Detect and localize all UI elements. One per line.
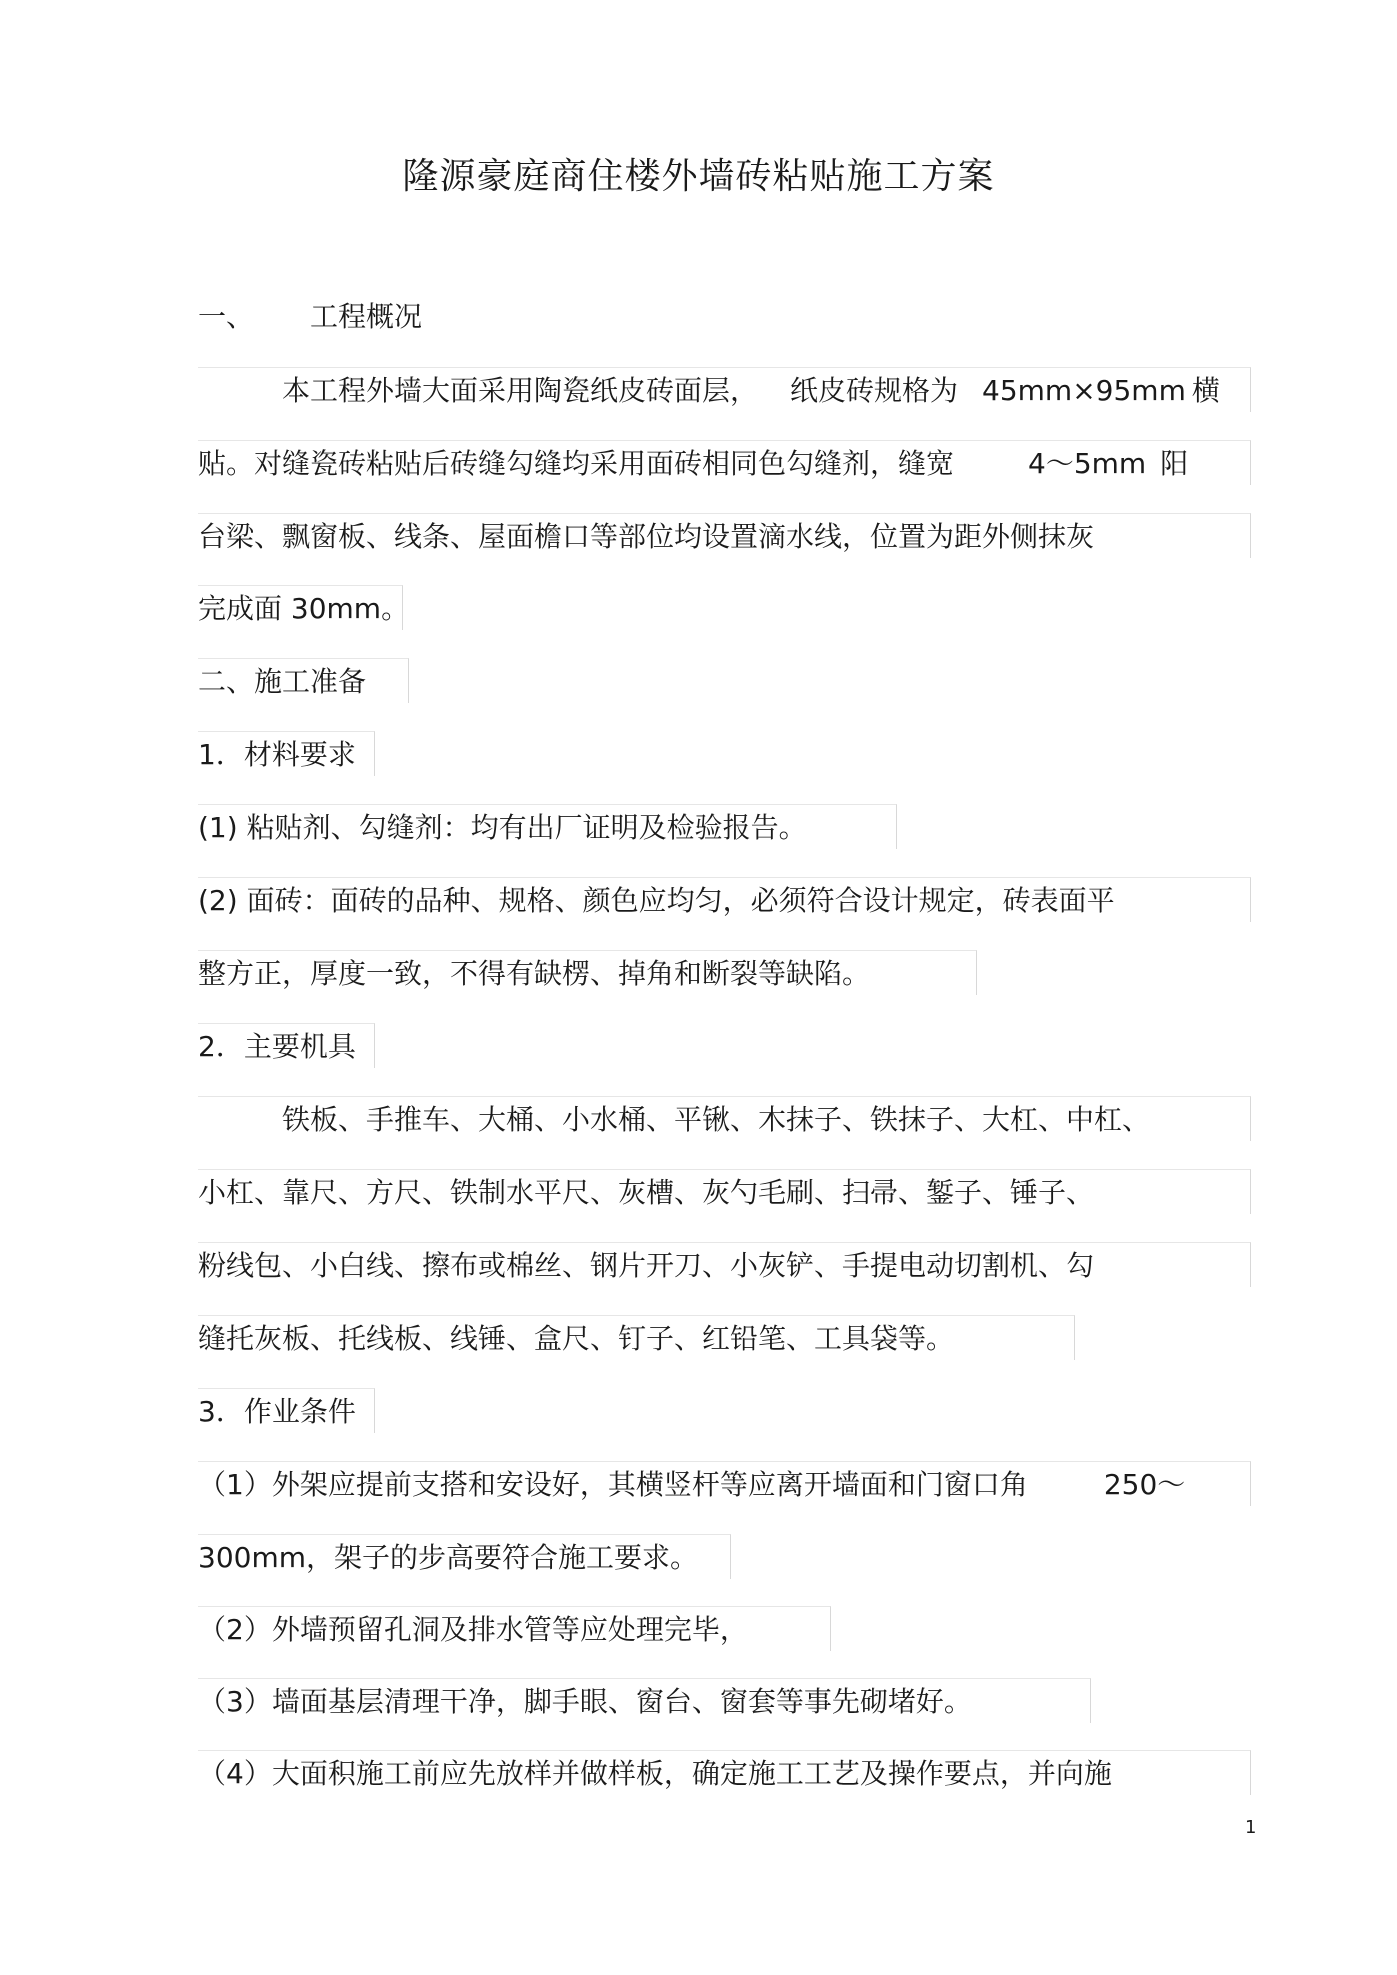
para1-line-3: 台梁、飘窗板、线条、屋面檐口等部位均设置滴水线，位置为距外侧抹灰 — [198, 520, 1095, 553]
page-number: 1 — [1245, 1817, 1257, 1838]
section-1-title: 工程概况 — [310, 300, 423, 333]
tools-line-4: 缝托灰板、托线板、线锤、盒尺、钉子、红铅笔、工具袋等。 — [198, 1322, 955, 1355]
conditions-text: （1）外架应提前支搭和安设好，其横竖杆等应离开墙面和门窗口角 — [198, 1468, 1028, 1501]
conditions-item-3: （3）墙面基层清理干净，脚手眼、窗台、窗套等事先砌堵好。 — [198, 1685, 972, 1718]
tools-line-2: 小杠、靠尺、方尺、铁制水平尺、灰槽、灰勺毛刷、扫帚、錾子、锤子、 — [198, 1176, 1095, 1209]
materials-item-2-line-2: 整方正，厚度一致，不得有缺楞、掉角和断裂等缺陷。 — [198, 957, 871, 990]
para1-text: 纸皮砖规格为 — [790, 374, 959, 407]
para1-text: 阳 — [1160, 447, 1189, 480]
conditions-heading: 3．作业条件 — [198, 1395, 356, 1428]
document-title: 隆源豪庭商住楼外墙砖粘贴施工方案 — [402, 156, 995, 197]
para1-text: 横 — [1191, 374, 1220, 407]
materials-heading: 1．材料要求 — [198, 738, 356, 771]
para1-text: 贴。对缝瓷砖粘贴后砖缝勾缝均采用面砖相同色勾缝剂，缝宽 — [198, 447, 955, 480]
tools-line-1: 铁板、手推车、大桶、小水桶、平锹、木抹子、铁抹子、大杠、中杠、 — [282, 1103, 1151, 1136]
clearance-range: 250～ — [1103, 1468, 1186, 1501]
materials-item-1: (1) 粘贴剂、勾缝剂：均有出厂证明及检验报告。 — [198, 811, 807, 844]
conditions-item-2: （2）外墙预留孔洞及排水管等应处理完毕， — [198, 1613, 748, 1646]
section-2-heading: 二、施工准备 — [198, 665, 367, 698]
tools-heading: 2．主要机具 — [198, 1030, 356, 1063]
para1-line-2 — [198, 444, 1188, 484]
tile-size: 45mm×95mm — [982, 374, 1186, 407]
para1-line-4: 完成面 30mm。 — [198, 592, 410, 625]
para1-text: 本工程外墙大面采用陶瓷纸皮砖面层， — [282, 374, 759, 407]
section-1-number: 一、 — [198, 300, 255, 333]
joint-width: 4～5mm — [1028, 447, 1147, 480]
tools-line-3: 粉线包、小白线、擦布或棉丝、钢片开刀、小灰铲、手提电动切割机、勾 — [198, 1249, 1095, 1282]
conditions-item-4: （4）大面积施工前应先放样并做样板，确定施工工艺及操作要点，并向施 — [198, 1757, 1112, 1790]
section-1-heading — [198, 297, 422, 337]
materials-item-2-line-1: (2) 面砖：面砖的品种、规格、颜色应均匀，必须符合设计规定，砖表面平 — [198, 884, 1115, 917]
conditions-item-1-line-1 — [198, 1465, 1185, 1505]
conditions-item-1-line-2: 300mm，架子的步高要符合施工要求。 — [198, 1541, 698, 1574]
para1-line-1 — [282, 371, 1220, 411]
